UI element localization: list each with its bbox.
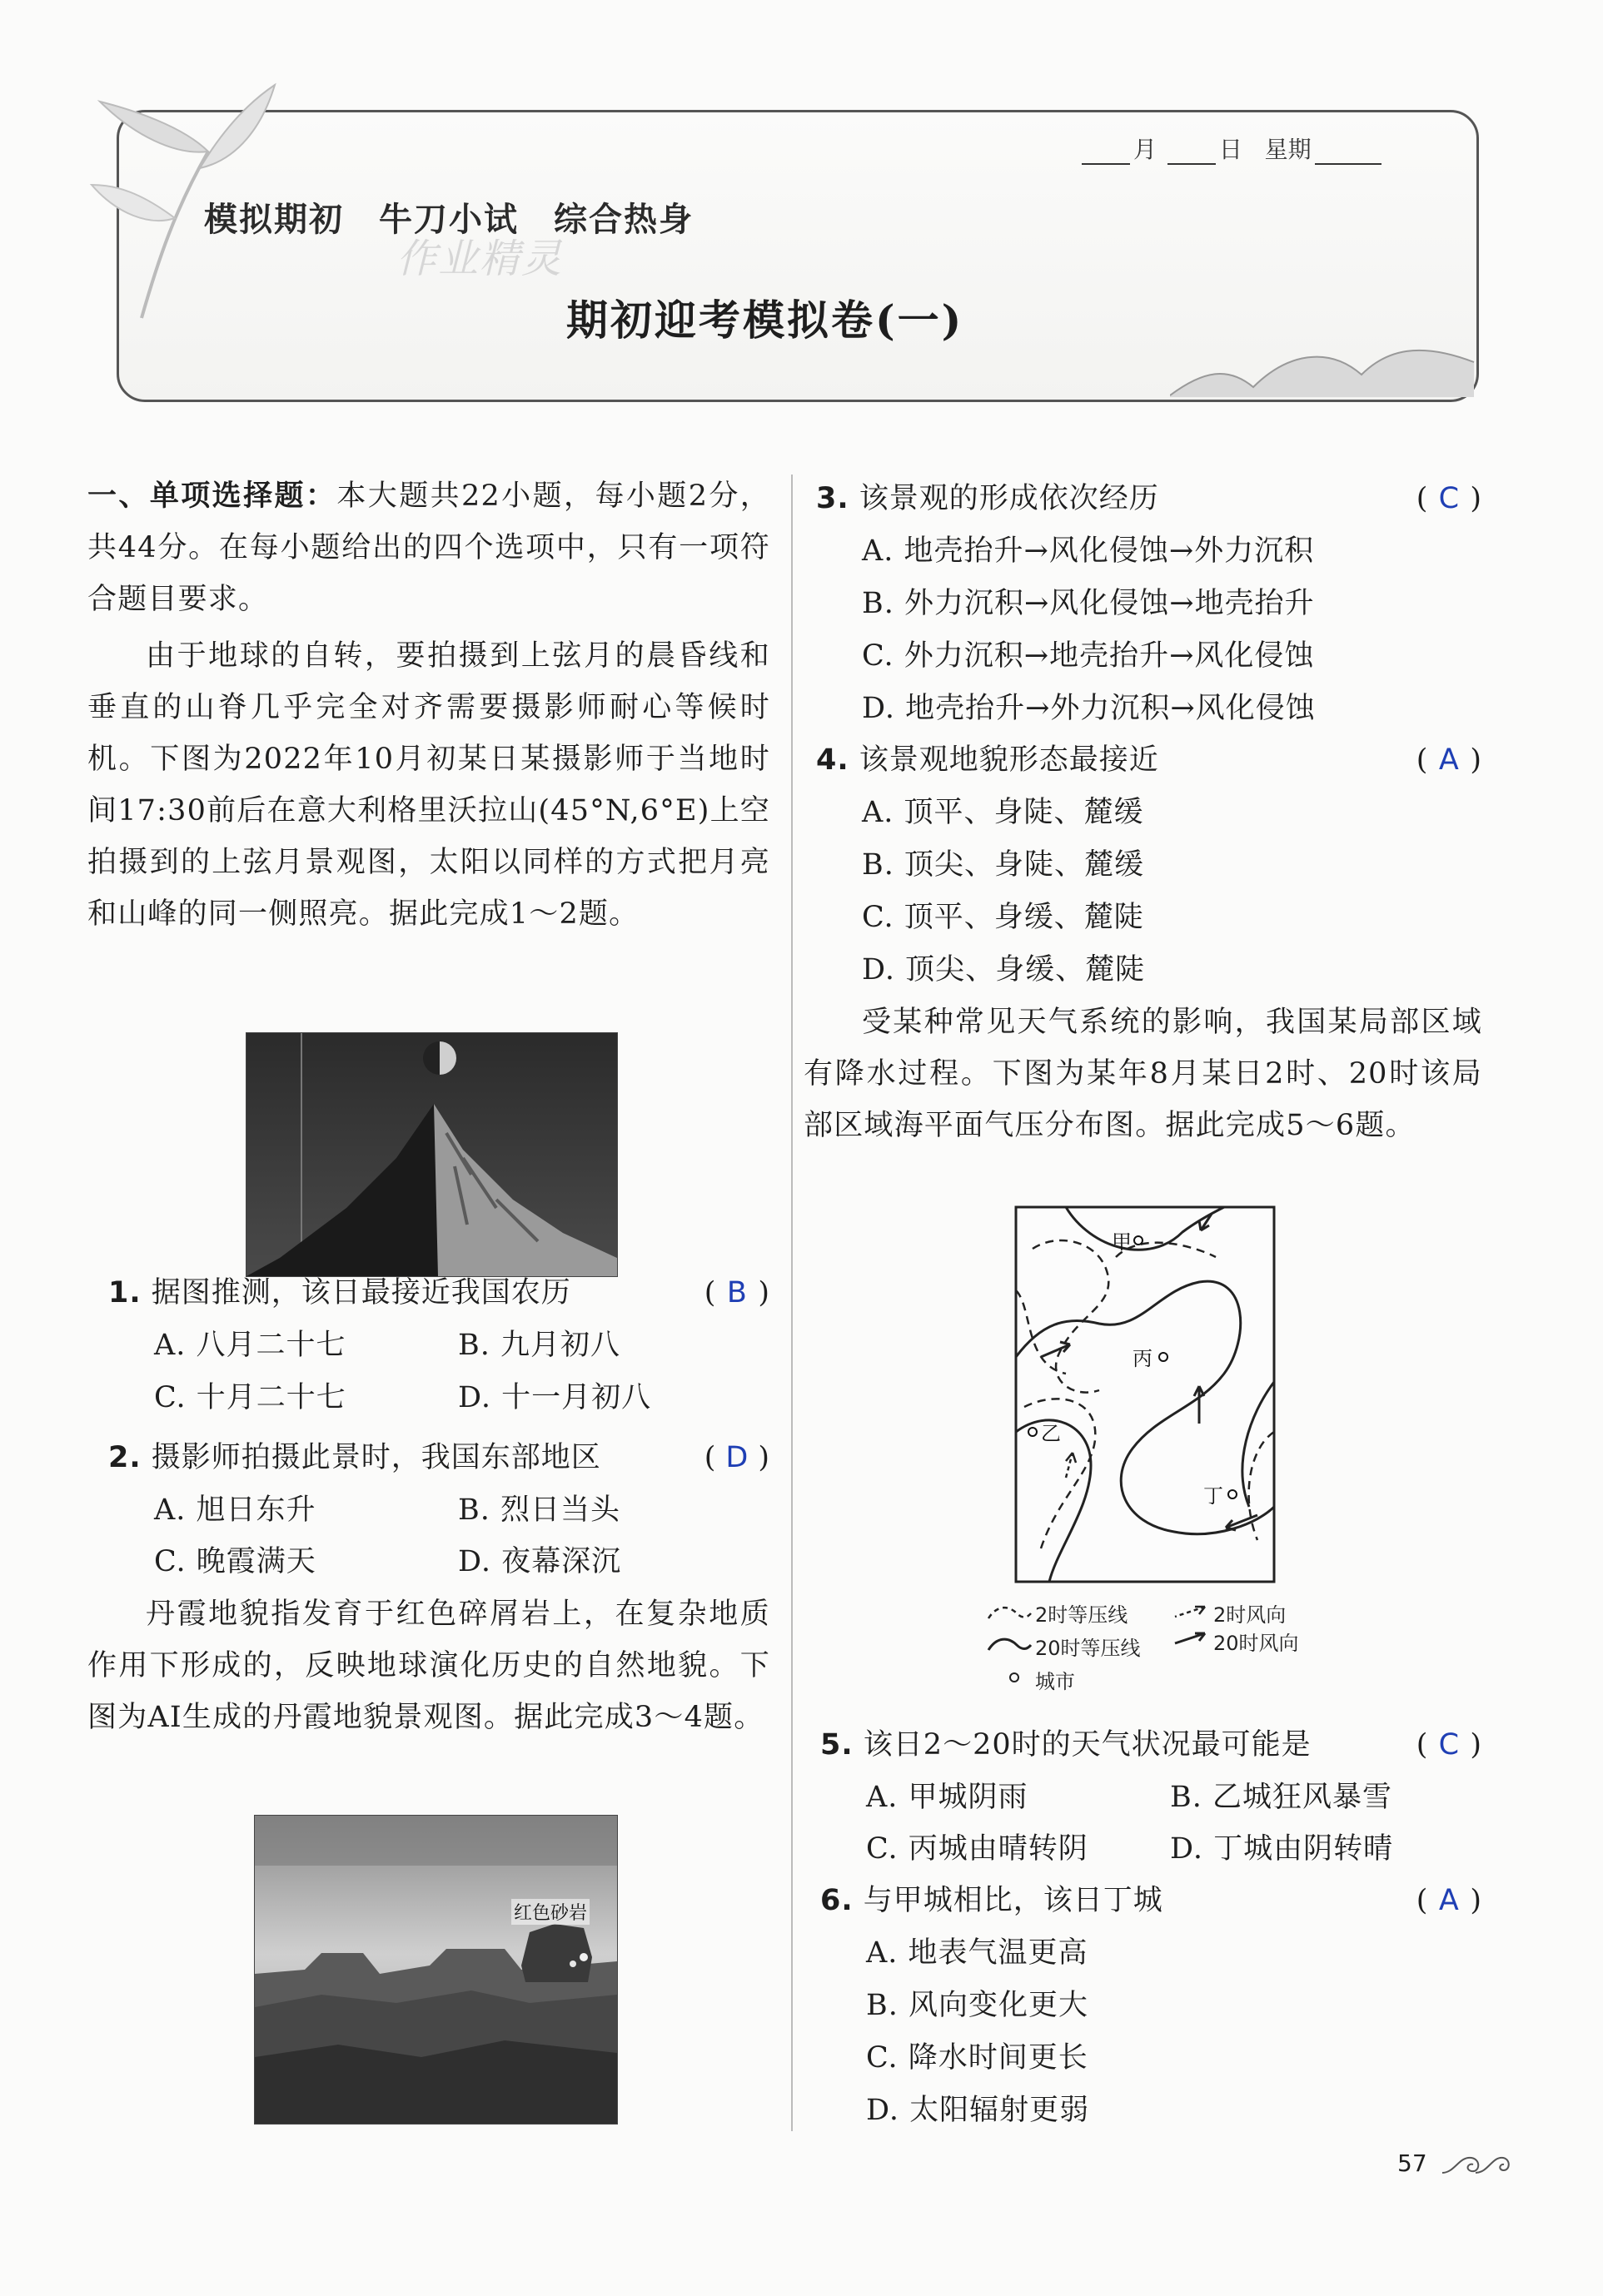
q3-option-b[interactable]: B. 外力沉积→风化侵蚀→地壳抬升 (862, 587, 1315, 620)
question-3 (816, 473, 1482, 524)
legend-isobar-20: 20时等压线 (1035, 1637, 1141, 1660)
question-5 (820, 1719, 1482, 1771)
question-3-answer[interactable]: ( C ) (1416, 473, 1482, 524)
question-6-stem: 与甲城相比，该日丁城 (863, 1884, 1163, 1917)
section-heading (87, 470, 770, 625)
q1-option-a[interactable]: A. 八月二十七 (154, 1329, 346, 1362)
column-divider (791, 475, 793, 2131)
passage-3: 受某种常见天气系统的影响，我国某局部区域有降水过程。下图为某年8月某日2时、20时该局部区域海平面气压分布图。据此完成5～6题。 (804, 1006, 1482, 1142)
q3-option-c[interactable]: C. 外力沉积→地壳抬升→风化侵蚀 (862, 639, 1315, 673)
question-2-answer[interactable]: ( D ) (704, 1432, 770, 1483)
question-4-answer[interactable]: ( A ) (1416, 734, 1482, 786)
q5-option-d[interactable]: D. 丁城由阴转晴 (1170, 1832, 1394, 1866)
day-label: 日 (1218, 136, 1242, 163)
question-2-number: 2. (108, 1441, 142, 1474)
q4-option-c[interactable]: C. 顶平、身缓、麓陡 (862, 901, 1144, 934)
q1-option-c[interactable]: C. 十月二十七 (154, 1381, 346, 1414)
q1-option-b[interactable]: B. 九月初八 (458, 1329, 620, 1362)
q4-option-a[interactable]: A. 顶平、身陡、麓缓 (862, 796, 1144, 829)
watermark: 作业精灵 (396, 236, 564, 282)
question-2-stem: 摄影师拍摄此景时，我国东部地区 (151, 1441, 601, 1474)
section-subtitle: 模拟期初 牛刀小试 综合热身 (204, 201, 694, 239)
q2-option-c[interactable]: C. 晚霞满天 (154, 1545, 316, 1578)
q6-option-d[interactable]: D. 太阳辐射更弱 (866, 2094, 1090, 2127)
question-6 (820, 1875, 1482, 1926)
swirl-decoration-icon (1438, 2148, 1513, 2181)
q6-option-c[interactable]: C. 降水时间更长 (866, 2041, 1088, 2075)
question-1-answer-letter: B (726, 1276, 748, 1310)
question-3-stem: 该景观的形成依次经历 (859, 482, 1159, 515)
q5-option-b[interactable]: B. 乙城狂风暴雪 (1170, 1781, 1392, 1814)
q3-option-d[interactable]: D. 地壳抬升→外力沉积→风化侵蚀 (862, 692, 1316, 725)
q4-option-b[interactable]: B. 顶尖、身陡、麓缓 (862, 848, 1144, 882)
city-jia-label: 甲 (1112, 1230, 1132, 1254)
q2-option-d[interactable]: D. 夜幕深沉 (458, 1545, 622, 1578)
question-4 (816, 734, 1482, 786)
question-5-number: 5. (820, 1728, 854, 1762)
question-4-number: 4. (816, 743, 849, 777)
city-yi-label: 乙 (1041, 1422, 1061, 1445)
legend-wind-2: 2时风向 (1213, 1603, 1287, 1627)
legend-city: 城市 (1035, 1670, 1075, 1693)
q6-option-b[interactable]: B. 风向变化更大 (866, 1989, 1088, 2022)
q3-option-a[interactable]: A. 地壳抬升→风化侵蚀→外力沉积 (862, 534, 1315, 568)
question-4-stem: 该景观地貌形态最接近 (859, 743, 1159, 777)
question-1 (108, 1267, 770, 1319)
q2-option-a[interactable]: A. 旭日东升 (154, 1493, 316, 1527)
pressure-map (1008, 1199, 1282, 1590)
map-legend (987, 1598, 1337, 1693)
question-3-answer-letter: C (1438, 482, 1461, 515)
moon-mountain-photo (246, 1032, 618, 1277)
page-title: 期初迎考模拟卷(一) (566, 296, 964, 345)
question-2 (108, 1432, 770, 1483)
day-blank[interactable] (1167, 142, 1216, 165)
red-sandstone-label: 红色砂岩 (511, 1899, 590, 1925)
question-6-number: 6. (820, 1884, 854, 1917)
section-heading-label: 一、单项选择题： (87, 480, 337, 513)
legend-wind-20: 20时风向 (1213, 1632, 1299, 1655)
q1-option-d[interactable]: D. 十一月初八 (458, 1381, 652, 1414)
page-number-value: 57 (1397, 2149, 1427, 2177)
danxia-landform-photo (254, 1815, 618, 2125)
question-4-answer-letter: A (1438, 743, 1460, 777)
city-bing-label: 丙 (1133, 1347, 1152, 1370)
hill-decoration-icon (1170, 337, 1478, 400)
question-3-number: 3. (816, 482, 849, 515)
question-6-answer[interactable]: ( A ) (1416, 1875, 1482, 1926)
passage-1: 由于地球的自转，要拍摄到上弦月的晨昏线和垂直的山脊几乎完全对齐需要摄影师耐心等候时机。下图为2022年10月初某日某摄影师于当地时间17:30前后在意大利格里沃拉山(45°N,6°E)上空拍摄到的上弦月景观图，太阳以同样的方式把月亮和山峰的同一侧照亮。据此完成1～2题。 (87, 639, 770, 931)
q2-option-b[interactable]: B. 烈日当头 (458, 1493, 620, 1527)
month-label: 月 (1133, 136, 1157, 163)
city-ding-label: 丁 (1203, 1484, 1223, 1508)
question-1-stem: 据图推测，该日最接近我国农历 (151, 1276, 571, 1310)
legend-isobar-2: 2时等压线 (1035, 1603, 1128, 1627)
question-5-answer-letter: C (1438, 1728, 1461, 1762)
date-line (1078, 132, 1385, 165)
page-number (1397, 2148, 1513, 2181)
passage-2: 丹霞地貌指发育于红色碎屑岩上，在复杂地质作用下形成的，反映地球演化历史的自然地貌。下图为AI生成的丹霞地貌景观图。据此完成3～4题。 (87, 1598, 770, 1734)
weekday-blank[interactable] (1315, 142, 1381, 165)
question-6-answer-letter: A (1438, 1884, 1460, 1917)
month-blank[interactable] (1082, 142, 1130, 165)
q6-option-a[interactable]: A. 地表气温更高 (866, 1936, 1088, 1970)
question-5-stem: 该日2～20时的天气状况最可能是 (863, 1728, 1312, 1762)
question-1-answer[interactable]: ( B ) (704, 1267, 770, 1319)
q5-option-c[interactable]: C. 丙城由晴转阴 (866, 1832, 1088, 1866)
question-1-number: 1. (108, 1276, 142, 1310)
weekday-label: 星期 (1264, 136, 1312, 163)
question-2-answer-letter: D (725, 1441, 749, 1474)
q5-option-a[interactable]: A. 甲城阴雨 (866, 1781, 1028, 1814)
q4-option-d[interactable]: D. 顶尖、身缓、麓陡 (862, 953, 1146, 986)
question-5-answer[interactable]: ( C ) (1416, 1719, 1482, 1771)
section-instructions: 本大题共22小题，每小题2分，共44分。在每小题给出的四个选项中，只有一项符合题目要求。 (87, 480, 770, 616)
